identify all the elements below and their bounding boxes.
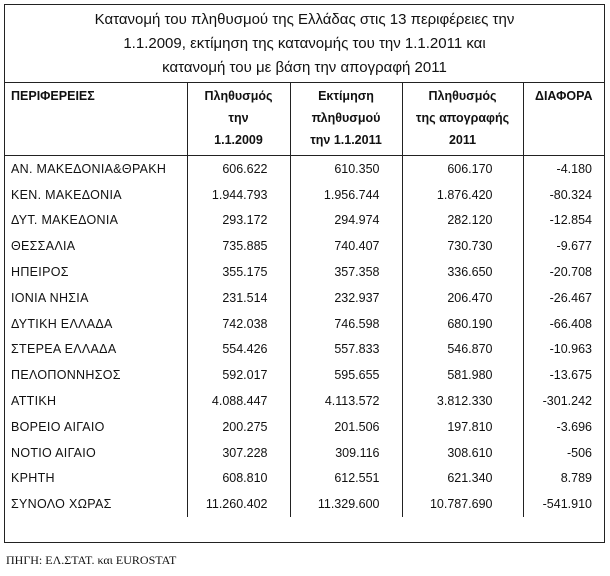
table-row	[5, 388, 604, 414]
header-line: της απογραφής	[415, 111, 510, 125]
census-2011: 3.812.330	[402, 388, 523, 414]
estimate-2011: 309.116	[290, 440, 402, 466]
table-row	[5, 337, 604, 363]
region-name: ΙΟΝΙΑ ΝΗΣΙΑ	[11, 290, 89, 305]
table-row	[5, 259, 604, 285]
population-2009: 200.275	[187, 414, 290, 440]
table-title	[5, 5, 604, 83]
difference: -4.180	[523, 156, 604, 182]
region-name: ΚΡΗΤΗ	[11, 471, 55, 486]
census-2011: 10.787.690	[402, 491, 523, 517]
estimate-2011: 557.833	[290, 337, 402, 363]
region-name: ΣΤΕΡΕΑ ΕΛΛΑΔΑ	[11, 342, 117, 357]
difference: -20.708	[523, 259, 604, 285]
census-2011: 606.170	[402, 156, 523, 182]
estimate-2011: 1.956.744	[290, 182, 402, 208]
estimate-2011: 4.113.572	[290, 388, 402, 414]
table-row	[5, 208, 604, 234]
header-line: 2011	[448, 133, 477, 147]
population-2009: 1.944.793	[187, 182, 290, 208]
header-line: πληθυσμού	[311, 111, 381, 125]
header-line: Πληθυσμός	[204, 89, 273, 103]
census-2011: 308.610	[402, 440, 523, 466]
source-note: ΠΗΓΗ: ΕΛ.ΣΤΑΤ. και EUROSTAT	[6, 553, 177, 567]
region-name: ΣΥΝΟΛΟ ΧΩΡΑΣ	[11, 497, 112, 512]
table-row	[5, 285, 604, 311]
population-2009: 293.172	[187, 208, 290, 234]
census-2011: 621.340	[402, 466, 523, 492]
population-table	[5, 83, 604, 517]
table-row	[5, 466, 604, 492]
difference: -12.854	[523, 208, 604, 234]
estimate-2011: 610.350	[290, 156, 402, 182]
census-2011: 206.470	[402, 285, 523, 311]
census-2011: 197.810	[402, 414, 523, 440]
header-line: την 1.1.2011	[310, 133, 382, 147]
population-2009: 231.514	[187, 285, 290, 311]
table-row	[5, 182, 604, 208]
table-row	[5, 311, 604, 337]
region-name: ΚΕΝ. ΜΑΚΕΔΟΝΙΑ	[11, 187, 122, 202]
difference: -13.675	[523, 362, 604, 388]
total-row	[5, 491, 604, 517]
estimate-2011: 201.506	[290, 414, 402, 440]
table-row	[5, 362, 604, 388]
population-2009: 554.426	[187, 337, 290, 363]
population-2009: 4.088.447	[187, 388, 290, 414]
header-row	[5, 83, 604, 156]
population-2009: 606.622	[187, 156, 290, 182]
difference: -301.242	[523, 388, 604, 414]
census-2011: 680.190	[402, 311, 523, 337]
estimate-2011: 11.329.600	[290, 491, 402, 517]
difference: -541.910	[523, 491, 604, 517]
estimate-2011: 612.551	[290, 466, 402, 492]
census-2011: 1.876.420	[402, 182, 523, 208]
region-name: ΔΥΤΙΚΗ ΕΛΛΑΔΑ	[11, 316, 113, 331]
census-2011: 546.870	[402, 337, 523, 363]
difference: -80.324	[523, 182, 604, 208]
table-row	[5, 156, 604, 182]
census-2011: 282.120	[402, 208, 523, 234]
region-name: ΗΠΕΙΡΟΣ	[11, 265, 69, 280]
header-line: ΔΙΑΦΟΡΑ	[534, 89, 593, 103]
estimate-2011: 740.407	[290, 233, 402, 259]
header-population-2009	[187, 83, 290, 156]
population-table-frame	[4, 4, 605, 543]
region-name: ΠΕΛΟΠΟΝΝΗΣΟΣ	[11, 368, 121, 383]
population-2009: 742.038	[187, 311, 290, 337]
difference: -506	[523, 440, 604, 466]
header-line: Πληθυσμός	[428, 89, 497, 103]
header-estimate-2011	[290, 83, 402, 156]
table-row	[5, 233, 604, 259]
region-name: ΝΟΤΙΟ ΑΙΓΑΙΟ	[11, 445, 97, 460]
region-name: ΔΥΤ. ΜΑΚΕΔΟΝΙΑ	[11, 213, 119, 228]
census-2011: 730.730	[402, 233, 523, 259]
population-2009: 735.885	[187, 233, 290, 259]
census-2011: 581.980	[402, 362, 523, 388]
region-name: ΑΝ. ΜΑΚΕΔΟΝΙΑ&ΘΡΑΚΗ	[11, 161, 167, 176]
table-row	[5, 440, 604, 466]
difference: -66.408	[523, 311, 604, 337]
header-line: 1.1.2009	[214, 133, 263, 147]
estimate-2011: 294.974	[290, 208, 402, 234]
header-census-2011	[402, 83, 523, 156]
header-regions	[5, 83, 187, 156]
region-name: ΒΟΡΕΙΟ ΑΙΓΑΙΟ	[11, 419, 105, 434]
population-2009: 608.810	[187, 466, 290, 492]
population-2009: 307.228	[187, 440, 290, 466]
header-difference	[523, 83, 604, 156]
region-name: ΑΤΤΙΚΗ	[11, 394, 57, 409]
population-2009: 11.260.402	[187, 491, 290, 517]
population-2009: 355.175	[187, 259, 290, 285]
population-2009: 592.017	[187, 362, 290, 388]
estimate-2011: 746.598	[290, 311, 402, 337]
census-2011: 336.650	[402, 259, 523, 285]
region-name: ΘΕΣΣΑΛΙΑ	[11, 239, 76, 254]
header-line: την	[228, 111, 249, 125]
title-line: Κατανομή του πληθυσμού της Ελλάδας στις 13 περιφέρειες την	[94, 11, 515, 28]
difference: -9.677	[523, 233, 604, 259]
difference: -26.467	[523, 285, 604, 311]
difference: -10.963	[523, 337, 604, 363]
table-row	[5, 414, 604, 440]
title-line: κατανομή του με βάση την απογραφή 2011	[162, 59, 447, 76]
estimate-2011: 357.358	[290, 259, 402, 285]
title-line: 1.1.2009, εκτίμηση της κατανομής του την 1.1.2011 και	[123, 35, 486, 52]
estimate-2011: 232.937	[290, 285, 402, 311]
difference: -3.696	[523, 414, 604, 440]
header-line: Εκτίμηση	[318, 89, 374, 103]
difference: 8.789	[523, 466, 604, 492]
header-line: ΠΕΡΙΦΕΡΕΙΕΣ	[11, 89, 95, 103]
estimate-2011: 595.655	[290, 362, 402, 388]
